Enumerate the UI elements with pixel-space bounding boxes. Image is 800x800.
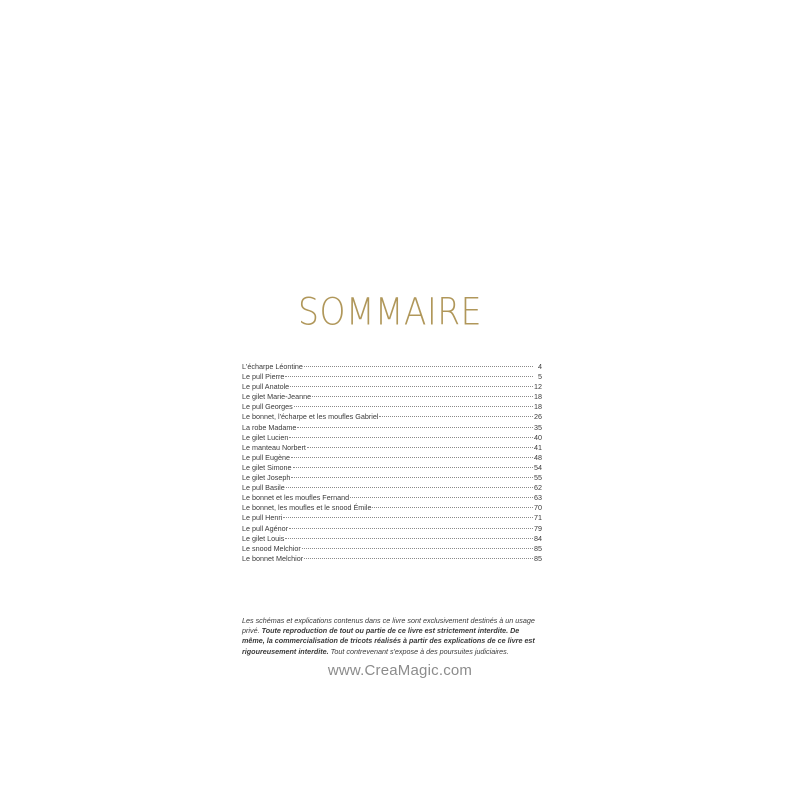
toc-entry — [242, 433, 542, 443]
toc-entry-label: Le pull Agénor — [242, 523, 288, 533]
toc-entry-label: Le pull Pierre — [242, 372, 285, 382]
toc-entry-label: L'écharpe Léontine — [242, 362, 303, 371]
toc-entry — [242, 483, 542, 493]
toc-entry-page: 62 — [534, 483, 542, 493]
toc-entry-page: 18 — [534, 392, 542, 402]
toc-entry-page: 84 — [534, 533, 542, 543]
toc-leader-dots — [379, 416, 533, 417]
toc-entry — [242, 493, 542, 503]
toc-entry-label: Le pull Georges — [242, 402, 293, 412]
toc-entry-label: Le snood Melchior — [242, 543, 301, 553]
toc-leader-dots — [283, 517, 533, 518]
toc-entry — [242, 513, 542, 523]
copyright-notice — [242, 616, 542, 657]
toc-leader-dots — [307, 447, 533, 448]
toc-entry — [242, 402, 542, 412]
toc-entry-page: 48 — [534, 452, 542, 462]
toc-entry-page: 35 — [534, 422, 542, 432]
notice-text-3: Tout contrevenant s'expose à des poursuites judiciaires. — [328, 646, 509, 656]
toc-entry-page: 12 — [534, 382, 542, 392]
toc-entry — [242, 372, 542, 382]
toc-entry-page: 55 — [534, 473, 542, 483]
toc-entry-label: Le bonnet, les moufles et le snood Émile — [242, 503, 372, 513]
toc-entry-page: 40 — [534, 432, 542, 442]
toc-entry-label: Le gilet Marie-Jeanne — [242, 392, 312, 402]
toc-entry — [242, 544, 542, 554]
toc-entry — [242, 453, 542, 463]
toc-entry-page: 18 — [534, 402, 542, 412]
toc-entry-label: La robe Madame — [242, 422, 297, 432]
toc-entry-label: Le bonnet et les moufles Fernand — [242, 493, 350, 503]
notice-text-1: Les schémas et explications contenus dans ce livre sont exclusivement destinés à un usage privé. — [242, 616, 535, 636]
toc-entry — [242, 412, 542, 422]
toc-entry — [242, 362, 542, 372]
toc-entry-page: 54 — [534, 462, 542, 472]
table-of-contents — [242, 362, 542, 564]
toc-entry-label: Le gilet Lucien — [242, 432, 289, 442]
toc-entry — [242, 534, 542, 544]
toc-leader-dots — [297, 427, 533, 428]
toc-entry-label: Le bonnet, l'écharpe et les moufles Gabriel — [242, 412, 379, 422]
page-title: SOMMAIRE — [298, 289, 482, 334]
toc-entry-label: Le pull Eugène — [242, 452, 290, 462]
toc-entry-page: 4 — [538, 362, 542, 371]
toc-leader-dots — [294, 406, 533, 407]
toc-entry-label: Le manteau Norbert — [242, 442, 306, 452]
toc-entry — [242, 382, 542, 392]
toc-entry-label: Le pull Anatole — [242, 382, 290, 392]
toc-entry-label: Le bonnet Melchior — [242, 553, 304, 563]
toc-entry-page: 63 — [534, 493, 542, 503]
toc-leader-dots — [302, 548, 533, 549]
toc-entry-page: 79 — [534, 523, 542, 533]
toc-leader-dots — [289, 437, 533, 438]
notice-text-2: Toute reproduction de tout ou partie de ce livre est strictement interdite. De même, la commercialisation de tricots réalisés à partir des explications de ce livre est rigoureusement interdite. — [242, 626, 535, 656]
toc-leader-dots — [293, 467, 533, 468]
toc-leader-dots — [312, 396, 533, 397]
toc-entry — [242, 503, 542, 513]
watermark: www.CreaMagic.com — [327, 662, 473, 679]
toc-entry — [242, 463, 542, 473]
toc-leader-dots — [286, 487, 533, 488]
toc-entry-label: Le gilet Joseph — [242, 473, 291, 483]
toc-entry-page: 85 — [534, 553, 542, 563]
toc-entry-page: 41 — [534, 442, 542, 452]
toc-leader-dots — [290, 386, 533, 387]
toc-entry — [242, 392, 542, 402]
toc-entry-label: Le pull Henri — [242, 513, 283, 523]
toc-entry — [242, 473, 542, 483]
toc-entry — [242, 524, 542, 534]
toc-entry-page: 26 — [534, 412, 542, 422]
toc-leader-dots — [289, 528, 533, 529]
toc-entry-page: 70 — [534, 503, 542, 513]
toc-entry-page: 71 — [534, 513, 542, 523]
toc-leader-dots — [291, 477, 533, 478]
toc-entry-label: Le gilet Louis — [242, 533, 285, 543]
toc-leader-dots — [285, 538, 533, 539]
toc-leader-dots — [291, 457, 533, 458]
toc-entry-page: 5 — [538, 372, 542, 382]
toc-entry — [242, 423, 542, 433]
toc-entry — [242, 443, 542, 453]
toc-entry-label: Le pull Basile — [242, 483, 285, 493]
toc-entry-label: Le gilet Simone — [242, 462, 292, 472]
toc-entry-page: 85 — [534, 543, 542, 553]
toc-entry — [242, 554, 542, 564]
toc-leader-dots — [285, 376, 533, 377]
toc-leader-dots — [372, 507, 533, 508]
toc-leader-dots — [350, 497, 533, 498]
toc-leader-dots — [304, 558, 533, 559]
toc-leader-dots — [304, 366, 533, 367]
